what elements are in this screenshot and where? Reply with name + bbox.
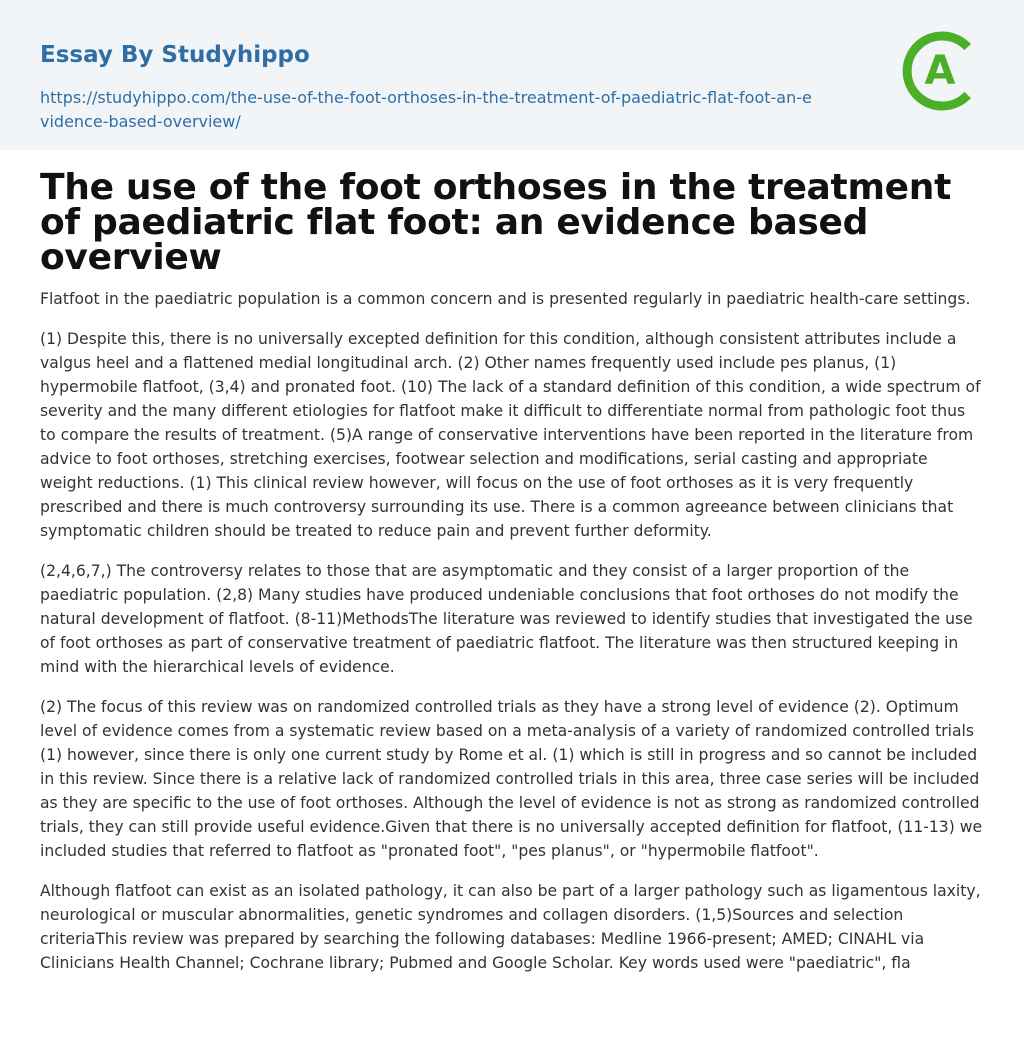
article-title: The use of the foot orthoses in the treatment of paediatric flat foot: an evidence based overview [40,167,952,278]
logo-letter: A [924,48,956,94]
article-paragraph-4: (2) The focus of this review was on randomized controlled trials as they have a strong level of evidence (2). Optimum level of evidence comes from a systematic review based on a meta-analysis of a variety of randomized controlled trials (1) however, since there is only one current study by Rome et al. (1) which is still in progress and so cannot be included in this review. Since there is a relative lack of randomized controlled trials in this area, three case series will be included as they are specific to the use of foot orthoses. Although the level of evidence is not as strong as randomized controlled trials, they can still provide useful evidence.Given that there is no universally accepted definition for flatfoot, (11-13) we included studies that referred to flatfoot as "pronated foot", "pes planus", or "hypermobile flatfoot". [40,698,983,860]
brand-title: Essay By Studyhippo [40,42,310,68]
article [0,150,1024,975]
studyhippo-logo-icon [900,29,984,113]
article-paragraph-2: (1) Despite this, there is no universally excepted definition for this condition, although consistent attributes include a valgus heel and a flattened medial longitudinal arch. (2) Other names frequently used include pes planus, (1) hypermobile flatfoot, (3,4) and pronated foot. (10) The lack of a standard definition of this condition, a wide spectrum of severity and the many different etiologies for flatfoot make it difficult to differentiate normal from pathologic foot thus to compare the results of treatment. (5)A range of conservative interventions have been reported in the literature from advice to foot orthoses, stretching exercises, footwear selection and modifications, serial casting and appropriate weight reductions. (1) This clinical review however, will focus on the use of foot orthoses as it is very frequently prescribed and there is much controversy surrounding its use. There is a common agreeance between clinicians that symptomatic children should be treated to reduce pain and prevent further deformity. [40,330,981,540]
article-paragraph-1: Flatfoot in the paediatric population is a common concern and is presented regularly in paediatric health-care settings. [40,290,971,308]
page-header [0,0,1024,150]
article-paragraph-3: (2,4,6,7,) The controversy relates to those that are asymptomatic and they consist of a larger proportion of the paediatric population. (2,8) Many studies have produced undeniable conclusions that foot orthoses do not modify the natural development of flatfoot. (8-11)MethodsThe literature was reviewed to identify studies that investigated the use of foot orthoses as part of conservative treatment of paediatric flatfoot. The literature was then structured keeping in mind with the hierarchical levels of evidence. [40,562,973,676]
source-url-link[interactable]: https://studyhippo.com/the-use-of-the-foot-orthoses-in-the-treatment-of-paediatric-flat-foot-an-evidence-based-overview/ [40,88,812,131]
article-paragraph-5: Although flatfoot can exist as an isolated pathology, it can also be part of a larger pathology such as ligamentous laxity, neurological or muscular abnormalities, genetic syndromes and collagen disorders. (1,5)Sources and selection criteriaThis review was prepared by searching the following databases: Medline 1966-present; AMED; CINAHL via Clinicians Health Channel; Cochrane library; Pubmed and Google Scholar. Key words used were "paediatric", fla [40,882,981,972]
